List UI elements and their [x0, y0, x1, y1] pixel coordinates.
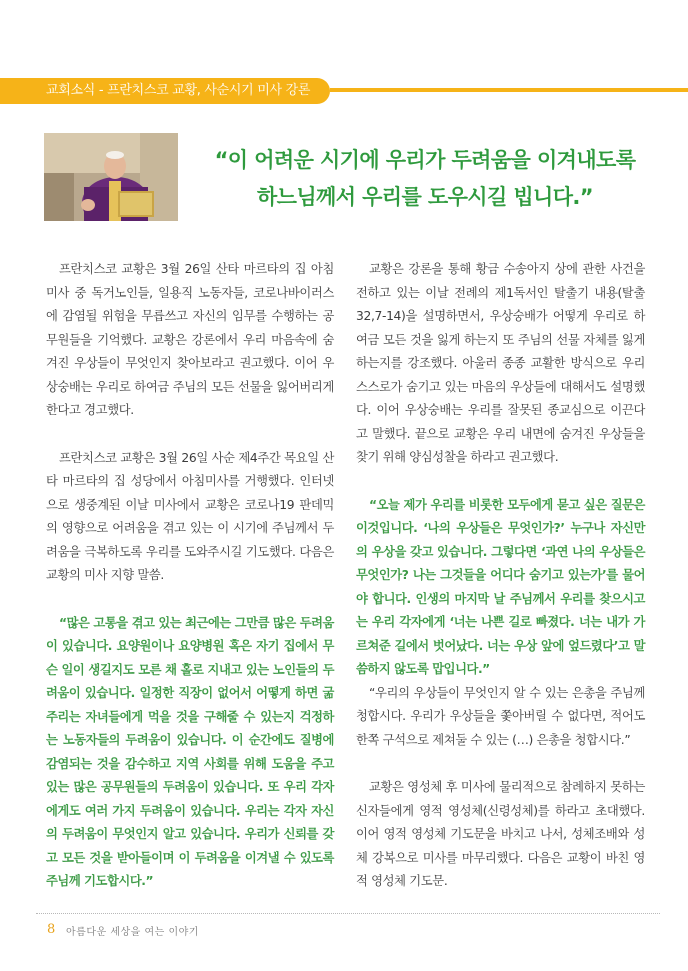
right-paragraph-2: “우리의 우상들이 무엇인지 알 수 있는 은총을 주님께 청합시다. 우리가 우상들을 쫓아버릴 수 없다면, 적어도 한쪽 구석으로 제쳐둘 수 있는 (…) 은총을 청합시다.”	[356, 685, 645, 747]
left-quote: “많은 고통을 겪고 있는 최근에는 그만큼 많은 두려움이 있습니다. 요양원이나 요양병원 혹은 자기 집에서 무슨 일이 생길지도 모른 채 홀로 지내고 있는 노인들의 두려움이 있습니다. 일정한 직장이 없어서 어떻게 하면 굶주리는 자녀들에게 먹을 것을 구해줄 수 있는지 걱정하는 노동자들의 두려움이 있습니다. 이 순간에도 질병에 감염되는 것을 감수하고 지역 사회를 위해 도움을 주고 있는 많은 공무원들의 두려움이 있습니다. 또 우리 각자에게도 여러 가지 두려움이 있습니다. 우리는 각자 자신의 두려움이 무엇인지 알고 있습니다. 우리가 신뢰를 갖고 모든 것을 받아들이며 이 두려움을 이겨낼 수 있도록 주님께 기도합시다.”	[46, 615, 334, 888]
publication-title: 아름다운 세상을 여는 이야기	[66, 927, 199, 938]
headline-quote	[190, 142, 660, 216]
right-paragraph-3: 교황은 영성체 후 미사에 물리적으로 참례하지 못하는 신자들에게 영적 영성체(신령성체)를 하라고 초대했다. 이어 영적 영성체 기도문을 바치고 나서, 성체조배와 성체 강복으로 미사를 마무리했다. 다음은 교황이 바친 영적 영성체 기도문.	[356, 780, 645, 888]
section-header-label: 교회소식 - 프란치스코 교황, 사순시기 미사 강론	[46, 83, 311, 98]
headline-line-1: “이 어려운 시기에 우리가 두려움을 이겨내도록	[214, 148, 636, 172]
right-quote: “오늘 제가 우리를 비롯한 모두에게 묻고 싶은 질문은 이것입니다. ‘나의 우상들은 무엇인가?’ 누구나 자신만의 우상을 갖고 있습니다. 그렇다면 ‘과연 나의 우상들은 무엇인가? 나는 그것들을 어디다 숨기고 있는가’를 물어야 합니다. 인생의 마지막 날 주님께서 우리를 찾으시고는 우리 각자에게 ‘너는 나쁜 길로 빠졌다. 너는 내가 가르쳐준 길에서 벗어났다. 너는 우상 앞에 엎드렸다’고 말씀하지 않도록 맙입니다.”	[356, 497, 645, 676]
right-paragraph-1: 교황은 강론을 통해 황금 수송아지 상에 관한 사건을 전하고 있는 이날 전례의 제1독서인 탈출기 내용(탈출 32,7-14)을 설명하면서, 우상숭배가 어떻게 우리로 하여금 모든 것을 잃게 하는지 또 주님의 선물 자체를 잃게 하는지를 강조했다. 아울러 종종 교활한 방식으로 우리 스스로가 숨기고 있는 마음의 우상들에 대해서도 설명했다. 이어 우상숭배는 우리를 잘못된 종교심으로 이끈다고 말했다. 끝으로 교황은 우리 내면에 숨겨진 우상들을 찾기 위해 양심성찰을 하라고 권고했다.	[356, 262, 645, 464]
left-paragraph-1: 프란치스코 교황은 3월 26일 산타 마르타의 집 아침미사 중 독거노인들, 일용직 노동자들, 코로나바이러스에 감염될 위험을 무릅쓰고 자신의 임무를 수행하는 공무원들을 기억했다. 교황은 강론에서 우리 마음속에 숨겨진 우상들이 무엇인지 찾아보라고 권고했다. 이어 우상숭배는 우리로 하여금 주님의 모든 선물을 잃어버리게 한다고 경고했다.	[46, 262, 334, 417]
left-column	[46, 258, 334, 894]
section-header-rule	[330, 88, 688, 92]
page-number: 8	[47, 922, 56, 937]
left-paragraph-2: 프란치스코 교황은 3월 26일 사순 제4주간 목요일 산타 마르타의 집 성당에서 아침미사를 거행했다. 인터넷으로 생중계된 이날 미사에서 교황은 코로나19 판데믹의 영향으로 어려움을 겪고 있는 이 시기에 주님께서 두려움을 극복하도록 우리를 도와주시길 기도했다. 다음은 교황의 미사 지향 말씀.	[46, 450, 334, 582]
pope-photo	[44, 133, 178, 221]
section-header-bar	[0, 78, 688, 104]
footer-divider	[36, 913, 660, 914]
headline-line-2: 하느님께서 우리를 도우시길 빕니다.”	[256, 185, 593, 209]
right-column	[356, 258, 645, 894]
pope-photo-image	[44, 133, 178, 221]
